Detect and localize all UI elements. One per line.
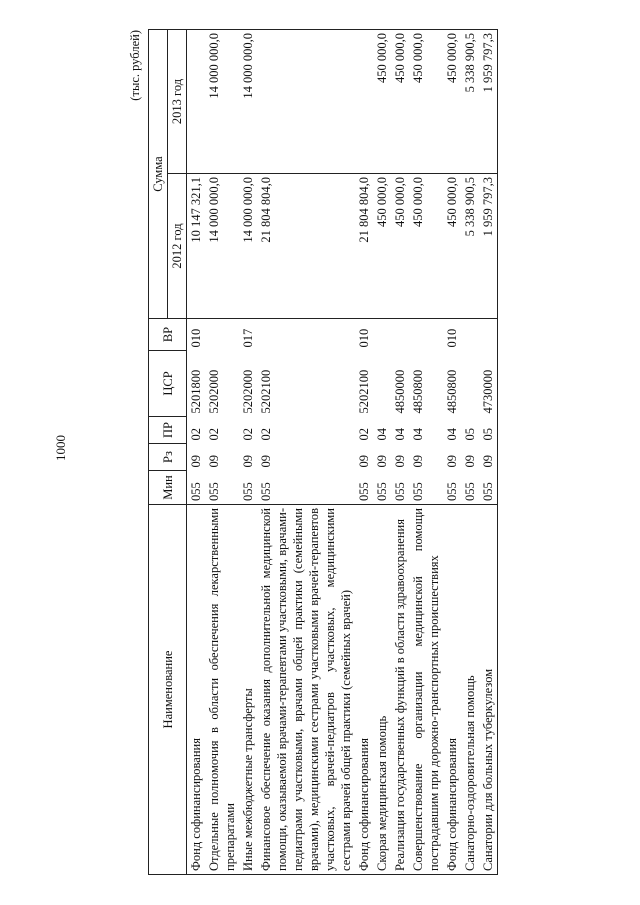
row-amount-2013: 5 338 900,5: [461, 30, 479, 174]
row-vr: [479, 319, 498, 351]
row-pr: 02: [259, 428, 273, 441]
row-amount-2013: 450 000,0: [443, 30, 461, 174]
table-header: [149, 30, 187, 875]
row-csr: 4850000: [393, 369, 407, 414]
table-row: [355, 30, 373, 875]
row-amount-2012: 1 959 797,3: [479, 174, 498, 319]
row-amount-2012: 14 000 000,0: [239, 174, 257, 319]
row-amount-2013: [187, 30, 206, 174]
row-amount-2012: 10 147 321,1: [187, 174, 206, 319]
row-min: 055: [409, 471, 443, 505]
row-csr: 5202100: [259, 369, 273, 414]
row-pr: 04: [393, 428, 407, 441]
row-amount-2013: 450 000,0: [409, 30, 443, 174]
row-csr: 5201800: [189, 369, 203, 414]
row-vr: 010: [357, 328, 371, 348]
page-number: 1000: [53, 435, 68, 461]
row-amount-2012: 14 000 000,0: [205, 174, 239, 319]
row-name: Отдельные полномочия в области обеспечения лекарственными препаратами: [205, 505, 239, 875]
table-row: [257, 30, 355, 875]
row-rz: 09: [241, 455, 255, 468]
row-rz: 09: [259, 455, 273, 468]
header-sum: Сумма: [149, 30, 168, 319]
row-amount-2013: [355, 30, 373, 174]
header-year-2013: 2013 год: [168, 30, 187, 174]
row-min: 055: [373, 471, 391, 505]
table-row: [187, 30, 206, 875]
row-name: Фонд софинансирования: [355, 505, 373, 875]
row-csr: 4850800: [411, 369, 425, 414]
table-row: [409, 30, 443, 875]
row-rz: 09: [189, 455, 203, 468]
row-vr: [409, 319, 443, 351]
row-rz: 09: [445, 455, 459, 468]
row-pr: 02: [357, 428, 371, 441]
table-row: [373, 30, 391, 875]
row-min: 055: [205, 471, 239, 505]
row-name: Санатории для больных туберкулезом: [479, 505, 498, 875]
row-name: Реализация государственных функций в области здравоохранения: [391, 505, 409, 875]
header-min: Мин: [149, 471, 187, 505]
row-pr: 02: [189, 428, 203, 441]
row-vr: [373, 319, 391, 351]
row-rz: 09: [479, 444, 498, 471]
row-amount-2013: [257, 30, 355, 174]
row-vr: [257, 319, 355, 351]
row-pr: 05: [463, 428, 477, 441]
row-min: 055: [479, 471, 498, 505]
row-min: 055: [239, 471, 257, 505]
row-csr: [461, 351, 479, 417]
row-csr: 4730000: [479, 351, 498, 417]
table-row: [391, 30, 409, 875]
row-vr: [205, 319, 239, 351]
row-pr: 02: [207, 428, 221, 441]
row-name: Финансовое обеспечение оказания дополнительной медицинской помощи, оказываемой врачами-терапевтами участковыми, врачами-педиатрами участковыми, врачами общей практики (семейными врачами), медицинскими сестрами участковыми врачей-терапевтов участковых, врачей-педиатров участковых, медицинскими сестрами врачей общей практики (семейных врачей): [257, 505, 355, 875]
units-label: (тыс. рублей): [128, 30, 142, 101]
header-pr: ПР: [149, 417, 187, 444]
table-row: [443, 30, 461, 875]
row-amount-2012: 450 000,0: [373, 174, 391, 319]
row-vr: 017: [241, 328, 255, 348]
row-pr: 04: [411, 428, 425, 441]
row-min: 055: [187, 471, 206, 505]
row-pr: 04: [445, 428, 459, 441]
row-rz: 09: [375, 455, 389, 468]
header-year-2012: 2012 год: [168, 174, 187, 319]
row-rz: 09: [411, 455, 425, 468]
table-row: [461, 30, 479, 875]
row-amount-2013: 14 000 000,0: [205, 30, 239, 174]
row-min: 055: [257, 471, 355, 505]
row-amount-2013: 14 000 000,0: [239, 30, 257, 174]
row-vr: [391, 319, 409, 351]
header-name: Наименование: [149, 505, 187, 875]
row-name: Фонд софинансирования: [443, 505, 461, 875]
row-rz: 09: [463, 455, 477, 468]
row-amount-2013: 1 959 797,3: [479, 30, 498, 174]
row-amount-2012: 21 804 804,0: [257, 174, 355, 319]
row-csr: [373, 351, 391, 417]
row-pr: 02: [241, 428, 255, 441]
row-vr: 010: [189, 328, 203, 348]
row-amount-2013: 450 000,0: [373, 30, 391, 174]
budget-sheet: [128, 30, 523, 875]
header-vr: ВР: [149, 319, 187, 351]
row-rz: 09: [357, 455, 371, 468]
budget-table: [148, 29, 498, 875]
table-row: [205, 30, 239, 875]
row-csr: 4850800: [445, 369, 459, 414]
row-csr: 5202100: [357, 369, 371, 414]
row-pr: 05: [479, 417, 498, 444]
row-vr: 010: [445, 328, 459, 348]
table-row: [239, 30, 257, 875]
table-body: [187, 30, 498, 875]
row-min: 055: [355, 471, 373, 505]
row-csr: 5202000: [207, 369, 221, 414]
row-min: 055: [443, 471, 461, 505]
row-name: Фонд софинансирования: [187, 505, 206, 875]
row-vr: [461, 319, 479, 351]
row-amount-2012: 21 804 804,0: [355, 174, 373, 319]
table-row: [479, 30, 498, 875]
row-amount-2012: 450 000,0: [443, 174, 461, 319]
row-name: Совершенствование организации медицинской помощи пострадавшим при дорожно-транспортных происшествиях: [409, 505, 443, 875]
row-amount-2012: 450 000,0: [391, 174, 409, 319]
row-csr: 5202000: [241, 369, 255, 414]
header-csr: ЦСР: [149, 351, 187, 417]
row-pr: 04: [375, 428, 389, 441]
header-rz: Рз: [149, 444, 187, 471]
row-name: Скорая медицинская помощь: [373, 505, 391, 875]
row-amount-2012: 5 338 900,5: [461, 174, 479, 319]
row-rz: 09: [393, 455, 407, 468]
row-amount-2012: 450 000,0: [409, 174, 443, 319]
row-amount-2013: 450 000,0: [391, 30, 409, 174]
row-min: 055: [391, 471, 409, 505]
row-name: Иные межбюджетные трансферты: [239, 505, 257, 875]
row-name: Санаторно-оздоровительная помощь: [461, 505, 479, 875]
row-min: 055: [461, 471, 479, 505]
row-rz: 09: [207, 455, 221, 468]
